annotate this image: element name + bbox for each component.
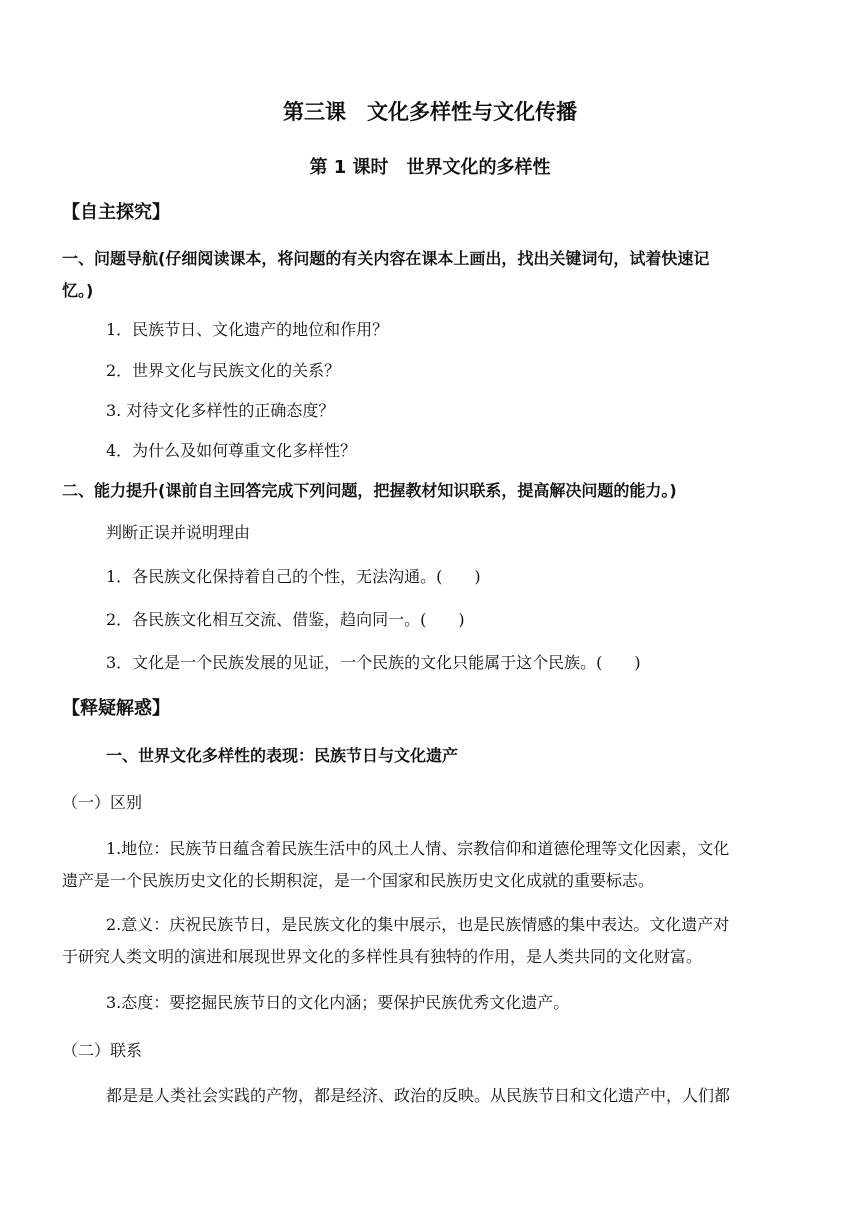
judge-item: 2．各民族文化相互交流、借鉴，趋向同一。( ) [106,610,465,629]
judge-intro: 判断正误并说明理由 [106,523,251,542]
paragraph-connection-line1: 都是是人类社会实践的产物，都是经济、政治的反映。从民族节日和文化遗产中，人们都 [106,1086,731,1105]
question-item: 2．世界文化与民族文化的关系？ [106,361,341,380]
paragraph-meaning-line2: 于研究人类文明的演进和展现世界文化的多样性具有独特的作用，是人类共同的文化财富。 [62,947,703,966]
paragraph-attitude: 3.态度：要挖掘民族节日的文化内涵；要保护民族优秀文化遗产。 [106,993,570,1012]
ability-heading: 二、能力提升(课前自主回答完成下列问题，把握教材知识联系，提高解决问题的能力。) [62,481,677,500]
subheading-difference: （一）区别 [62,793,143,812]
subheading-connection: （二）联系 [62,1041,143,1060]
paragraph-meaning-line1: 2.意义：庆祝民族节日，是民族文化的集中展示，也是民族情感的集中表达。文化遗产对 [106,915,730,934]
paragraph-status-line1: 1.地位：民族节日蕴含着民族生活中的风土人情、宗教信仰和道德伦理等文化因素，文化 [106,839,730,858]
question-guide-heading-line2: 忆。) [62,281,94,300]
question-item: 4．为什么及如何尊重文化多样性？ [106,441,357,460]
paragraph-status-line2: 遗产是一个民族历史文化的长期积淀，是一个国家和民族历史文化成就的重要标志。 [62,871,655,890]
question-guide-heading-line1: 一、问题导航(仔细阅读课本，将问题的有关内容在课本上画出，找出关键词句，试着快速记 [62,249,710,268]
lesson-title: 第三课 文化多样性与文化传播 [283,100,577,124]
judge-item: 3．文化是一个民族发展的见证，一个民族的文化只能属于这个民族。( ) [106,653,641,672]
question-item: 1．民族节日、文化遗产的地位和作用？ [106,320,389,339]
judge-item: 1．各民族文化保持着自己的个性，无法沟通。( ) [106,567,481,586]
topic-heading: 一、世界文化多样性的表现：民族节日与文化遗产 [106,746,459,765]
section-heading-self-study: 【自主探究】 [62,202,170,223]
section-heading-explanation: 【释疑解惑】 [62,698,170,719]
lesson-subtitle: 第 1 课时 世界文化的多样性 [309,157,551,178]
question-item: 3. 对待文化多样性的正确态度？ [106,401,335,420]
